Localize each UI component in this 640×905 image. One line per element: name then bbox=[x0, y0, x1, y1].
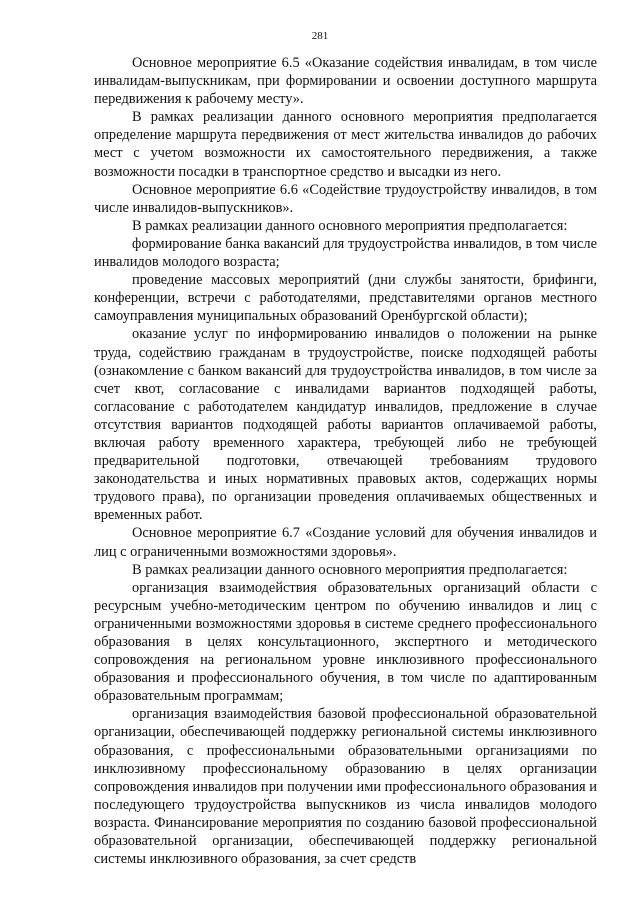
paragraph-measure-6-7-intro: В рамках реализации данного основного мероприятия предполагается: bbox=[132, 561, 568, 578]
paragraph-vacancy-bank: формирование банка вакансий для трудоустройства инвалидов, в том числе инвалидов молодого возраста; bbox=[94, 235, 597, 271]
paragraph-measure-6-5-description: В рамках реализации данного основного мероприятия предполагается определение маршрута передвижения от мест жительства инвалидов до рабочих мест с учетом возможности их самостоятельного передвижения, а также возможности посадки в транспортное средство и высадки из него. bbox=[94, 109, 597, 180]
page-number: 281 bbox=[311, 30, 329, 42]
paragraph-base-organization-cooperation: организация взаимодействия базовой профессиональной образовательной организации, обеспечивающей поддержку региональной системы инклюзивного образования, с профессиональными образовательными организациями по инклюзивному профессиональному образованию в целях организации сопровождения инвалидов при получении ими профессионального образования и последующего трудоустройства выпускников из числа инвалидов молодого возраста. Финансирование мероприятия по созданию базовой профессиональной образовательной организации, обеспечивающей поддержку региональной системы инклюзивного образования, за счет средств bbox=[94, 706, 597, 868]
paragraph-resource-center-cooperation: организация взаимодействия образовательных организаций области с ресурсным учебно-методическим центром по обучению инвалидов и лиц с ограниченными возможностями здоровья в системе среднего профессионального образования в целях консультационного, экспертного и методического сопровождения на региональном уровне инклюзивного профессионального образования и профессионального обучения, в том числе по адаптированным образовательным программам; bbox=[94, 579, 597, 705]
paragraph-measure-6-6-intro: В рамках реализации данного основного мероприятия предполагается: bbox=[132, 217, 568, 234]
paragraph-mass-events: проведение массовых мероприятий (дни службы занятости, брифинги, конференции, встречи с работодателями, представителями органов местного самоуправления муниципальных образований Оренбургской области); bbox=[94, 272, 597, 325]
paragraph-measure-6-6-title: Основное мероприятие 6.6 «Содействие трудоустройству инвалидов, в том числе инвалидов-выпускников». bbox=[94, 181, 597, 216]
paragraph-measure-6-5-title: Основное мероприятие 6.5 «Оказание содействия инвалидам, в том числе инвалидам-выпускникам, при формировании и освоении доступного маршрута передвижения к рабочему месту». bbox=[94, 55, 597, 108]
paragraph-informing-services: оказание услуг по информированию инвалидов о положении на рынке труда, содействию гражданам в трудоустройстве, поиске подходящей работы (ознакомление с банком вакансий для трудоустройства инвалидов, в том числе за счет квот, согласование с инвалидами вариантов подходящей работы, согласование с работодателем кандидатур инвалидов, предложение в случае отсутствия вариантов подходящей работы вариантов оплачиваемой работы, включая работу временного характера, требующей либо не требующей предварительной подготовки, отвечающей требованиям трудового законодательства и иных нормативных правовых актов, содержащих нормы трудового права), по организации проведения оплачиваемых общественных и временных работ. bbox=[94, 326, 597, 524]
document-body bbox=[94, 54, 597, 868]
paragraph-measure-6-7-title: Основное мероприятие 6.7 «Создание условий для обучения инвалидов и лиц с ограниченными возможностями здоровья». bbox=[94, 525, 597, 560]
